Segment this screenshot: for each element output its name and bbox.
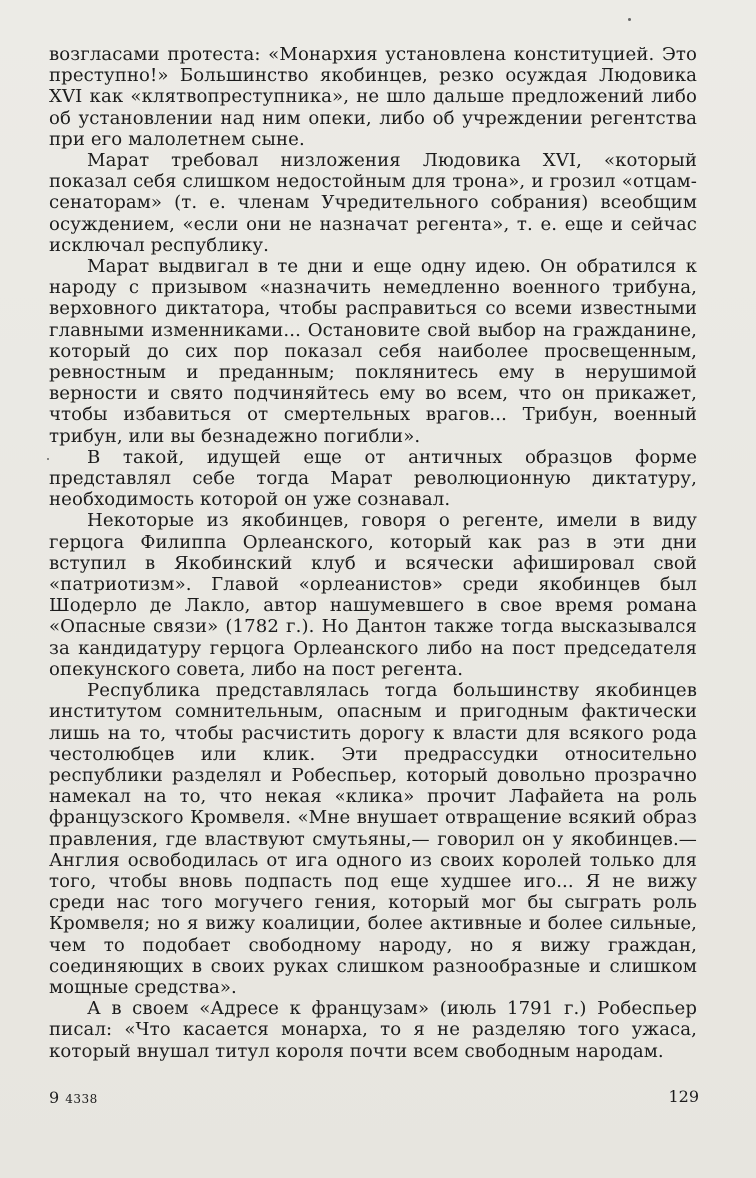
paragraph: А в своем «Адресе к французам» (июль 1791 г.) Робеспьер писал: «Что касается монарха, то я не разделяю того ужаса, который внушал титул короля почти всем свободным народам. [49, 998, 697, 1062]
page-number: 129 [668, 1087, 699, 1106]
body-text [49, 44, 697, 1062]
paragraph: Республика представлялась тогда большинству якобинцев институтом сомнительным, опасным и пригодным фактически лишь на то, чтобы расчистить дорогу к власти для всякого рода честолюбцев или клик. Эти предрассудки относительно республики разделял и Робеспьер, который довольно прозрачно намекал на то, что некая «клика» прочит Лафайета на роль французского Кромвеля. «Мне внушает отвращение всякий образ правления, где властвуют смутьяны,— говорил он у якобинцев.— Англия освободилась от ига одного из своих королей только для того, чтобы вновь подпасть под еще худшее иго... Я не вижу среди нас того могучего гения, который мог бы сыграть роль Кромвеля; но я вижу коалиции, более активные и более сильные, чем то подобает свободному народу, но я вижу граждан, соединяющих в своих руках слишком разнообразные и слишком мощные средства». [49, 680, 697, 998]
paragraph: Марат выдвигал в те дни и еще одну идею. Он обратился к народу с призывом «назначить немедленно военного трибуна, верховного диктатора, чтобы расправиться со всеми известными главными изменниками... Остановите свой выбор на гражданине, который до сих пор показал себя наиболее просвещенным, ревностным и преданным; поклянитесь ему в нерушимой верности и свято подчиняйтесь ему во всем, что он прикажет, чтобы избавиться от смертельных врагов... Трибун, военный трибун, или вы безнадежно погибли». [49, 256, 697, 447]
signature-code: 4338 [65, 1092, 98, 1106]
paragraph: Некоторые из якобинцев, говоря о регенте, имели в виду герцога Филиппа Орлеанского, который как раз в эти дни вступил в Якобинский клуб и всячески афишировал свой «патриотизм». Главой «орлеанистов» среди якобинцев был Шодерло де Лакло, автор нашумевшего в свое время романа «Опасные связи» (1782 г.). Но Дантон также тогда высказывался за кандидатуру герцога Орлеанского либо на пост председателя опекунского совета, либо на пост регента. [49, 510, 697, 680]
printer-signature [49, 1088, 98, 1109]
paragraph: В такой, идущей еще от античных образцов форме представлял себе тогда Марат революционную диктатуру, необходимость которой он уже сознавал. [49, 446, 697, 511]
paragraph: Марат требовал низложения Людовика XVI, «который показал себя слишком недостойным для трона», и грозил «отцам-сенаторам» (т. е. членам Учредительного собрания) всеобщим осуждением, «если они не назначат регента», т. е. еще и сейчас исключал республику. [49, 150, 697, 256]
paragraph: возгласами протеста: «Монархия установлена конституцией. Это преступно!» Большинство якобинцев, резко осуждая Людовика XVI как «клятвопреступника», не шло дальше предложений либо об установлении над ним опеки, либо об учреждении регентства при его малолетнем сыне. [49, 44, 697, 150]
print-speck [628, 18, 631, 21]
signature-number: 9 [49, 1088, 60, 1107]
